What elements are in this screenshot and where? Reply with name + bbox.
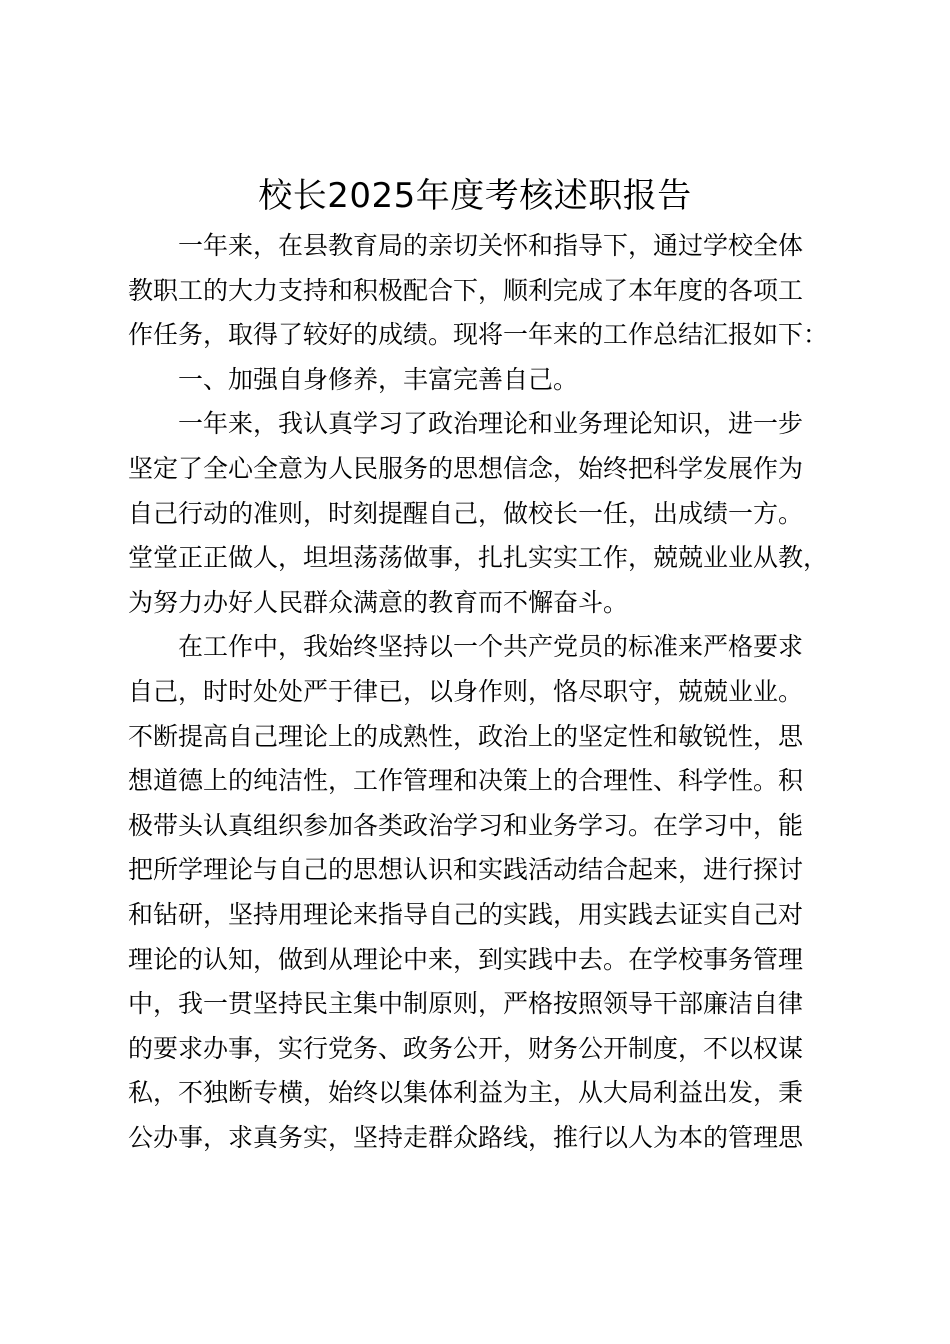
paragraph-line: 一年来，在县教育局的亲切关怀和指导下，通过学校全体 xyxy=(178,231,804,260)
paragraph-line: 不断提高自己理论上的成熟性，政治上的坚定性和敏锐性，思 xyxy=(128,721,804,751)
paragraph-line: 作任务，取得了较好的成绩。现将一年来的工作总结汇报如下： xyxy=(128,320,829,350)
paragraph-line: 私，不独断专横，始终以集体利益为主，从大局利益出发，秉 xyxy=(128,1078,804,1108)
document-title: 校长2025年度考核述职报告 xyxy=(258,176,692,216)
paragraph-line: 和钻研，坚持用理论来指导自己的实践，用实践去证实自己对 xyxy=(128,899,804,929)
paragraph-line: 在工作中，我始终坚持以一个共产党员的标准来严格要求 xyxy=(178,632,804,662)
paragraph-line: 把所学理论与自己的思想认识和实践活动结合起来，进行探讨 xyxy=(128,855,804,885)
document-body xyxy=(128,224,840,1160)
paragraph-line: 公办事，求真务实，坚持走群众路线，推行以人为本的管理思 xyxy=(128,1122,804,1152)
paragraph-line: 的要求办事，实行党务、政务公开，财务公开制度，不以权谋 xyxy=(128,1033,804,1063)
paragraph-line: 想道德上的纯洁性，工作管理和决策上的合理性、科学性。积 xyxy=(128,766,804,796)
paragraph-line: 极带头认真组织参加各类政治学习和业务学习。在学习中，能 xyxy=(128,810,804,840)
paragraph-line: 坚定了全心全意为人民服务的思想信念，始终把科学发展作为 xyxy=(128,453,804,483)
section-heading: 一、加强自身修养，丰富完善自己。 xyxy=(178,364,579,394)
paragraph-line: 理论的认知，做到从理论中来，到实践中去。在学校事务管理 xyxy=(128,944,804,974)
paragraph-line: 一年来，我认真学习了政治理论和业务理论知识，进一步 xyxy=(178,409,804,439)
paragraph-line: 教职工的大力支持和积极配合下，顺利完成了本年度的各项工 xyxy=(128,275,804,305)
paragraph-line: 堂堂正正做人，坦坦荡荡做事，扎扎实实工作，兢兢业业从教， xyxy=(128,543,829,573)
paragraph-line: 中，我一贯坚持民主集中制原则，严格按照领导干部廉洁自律 xyxy=(128,989,804,1019)
paragraph-line: 自己，时时处处严于律已，以身作则，恪尽职守，兢兢业业。 xyxy=(128,676,804,706)
paragraph-line: 为努力办好人民群众满意的教育而不懈奋斗。 xyxy=(128,587,629,617)
paragraph-line: 自己行动的准则，时刻提醒自己，做校长一任，出成绩一方。 xyxy=(128,498,804,528)
